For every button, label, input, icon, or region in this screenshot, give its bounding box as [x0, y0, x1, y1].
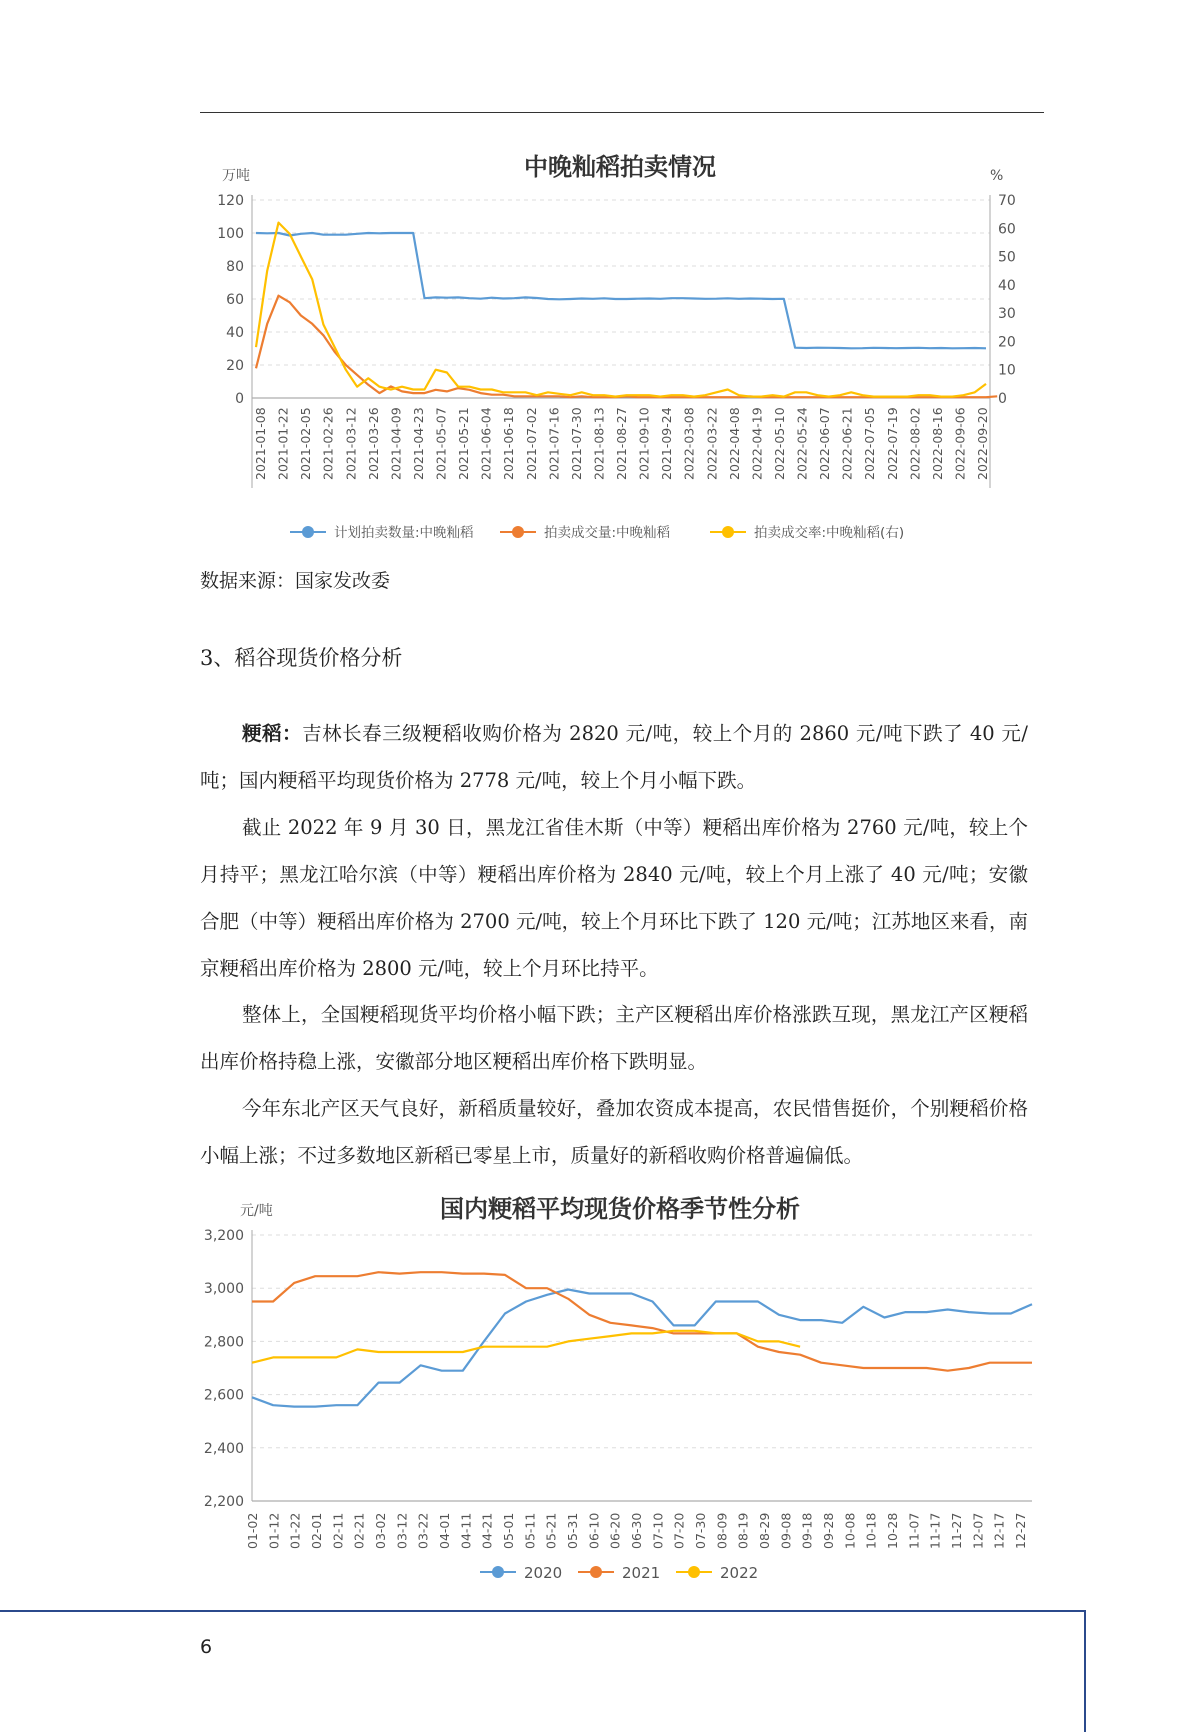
x-tick-label: 09-08 — [778, 1512, 794, 1549]
legend-marker — [302, 526, 314, 538]
x-tick-label: 2021-03-26 — [365, 407, 381, 480]
x-tick-label: 2021-05-21 — [456, 407, 472, 480]
paragraph-3: 整体上，全国粳稻现货平均价格小幅下跌；主产区粳稻出库价格涨跌互现，黑龙江产区粳稻出库价格持稳上涨，安徽部分地区粳稻出库价格下跌明显。 — [200, 1003, 1028, 1073]
legend-marker — [590, 1566, 602, 1578]
y-left-tick-label: 40 — [226, 325, 244, 341]
x-tick-label: 2021-03-12 — [343, 407, 359, 480]
x-tick-label: 2021-08-27 — [614, 407, 629, 480]
x-tick-label: 01-12 — [266, 1512, 282, 1549]
y-right-tick-label: 60 — [998, 221, 1016, 238]
header-rule — [200, 112, 1044, 113]
legend-label: 2021 — [622, 1564, 661, 1582]
x-tick-label: 2022-08-16 — [929, 407, 945, 480]
x-tick-label: 2021-04-09 — [388, 407, 404, 480]
legend-marker — [722, 526, 734, 538]
x-tick-label: 2021-04-23 — [410, 407, 426, 480]
paragraph-1-lead: 粳稻： — [242, 722, 303, 745]
x-tick-label: 07-30 — [693, 1512, 708, 1549]
x-tick-label: 11-17 — [927, 1512, 943, 1549]
x-tick-label: 12-07 — [970, 1512, 986, 1549]
legend-marker — [688, 1566, 700, 1578]
x-tick-label: 04-11 — [458, 1512, 474, 1549]
x-tick-label: 2021-01-22 — [275, 407, 291, 480]
series-line — [256, 296, 997, 398]
y-right-tick-label: 70 — [998, 193, 1016, 209]
chart-title: 中晚籼稻拍卖情况 — [524, 153, 716, 181]
x-tick-label: 05-11 — [522, 1512, 538, 1549]
y-tick-label: 2,600 — [203, 1387, 244, 1404]
x-tick-label: 2021-09-24 — [659, 407, 675, 480]
x-tick-label: 2022-08-02 — [907, 407, 923, 480]
series-line — [256, 233, 986, 348]
y-right-tick-label: 0 — [998, 391, 1007, 407]
x-tick-label: 05-21 — [543, 1512, 559, 1549]
x-tick-label: 07-10 — [650, 1512, 666, 1549]
x-tick-label: 02-21 — [351, 1512, 367, 1549]
x-tick-label: 2021-07-16 — [546, 407, 562, 480]
x-tick-label: 02-01 — [309, 1512, 324, 1549]
legend-label: 计划拍卖数量:中晚籼稻 — [334, 525, 474, 541]
x-tick-label: 03-22 — [415, 1512, 431, 1549]
x-tick-label: 05-31 — [565, 1512, 580, 1549]
x-tick-label: 2022-03-08 — [681, 407, 697, 480]
section-heading: 3、稻谷现货价格分析 — [200, 646, 403, 670]
y-tick-label: 3,000 — [203, 1281, 244, 1298]
series-line — [252, 1331, 800, 1363]
x-tick-label: 12-27 — [1013, 1512, 1028, 1549]
y-left-tick-label: 80 — [226, 259, 244, 275]
x-tick-label: 08-29 — [757, 1512, 772, 1549]
x-tick-label: 06-10 — [586, 1512, 602, 1549]
x-tick-label: 2022-09-20 — [975, 407, 990, 480]
x-tick-label: 2022-03-22 — [704, 407, 720, 480]
x-tick-label: 2021-06-04 — [478, 407, 494, 480]
x-tick-label: 01-02 — [245, 1512, 260, 1549]
x-tick-label: 09-28 — [821, 1512, 836, 1549]
x-tick-label: 2021-09-10 — [636, 407, 652, 480]
y-tick-label: 2,800 — [203, 1334, 244, 1351]
x-tick-label: 2021-05-07 — [433, 407, 449, 480]
series-line — [252, 1272, 1032, 1371]
paragraph-2: 截止 2022 年 9 月 30 日，黑龙江省佳木斯（中等）粳稻出库价格为 2760 元/吨，较上个月持平；黑龙江哈尔滨（中等）粳稻出库价格为 2840 元/吨，较上个月上涨了 40 元/吨；安徽合肥（中等）粳稻出库价格为 2700 元/吨，较上个月环比下跌了 120 元/吨；江苏地区来看，南京粳稻出库价格为 2800 元/吨，较上个月环比持平。 — [200, 816, 1028, 980]
y-tick-label: 2,200 — [203, 1494, 244, 1510]
legend-label: 拍卖成交率:中晚籼稻(右) — [754, 525, 905, 541]
x-tick-label: 06-20 — [607, 1512, 623, 1549]
price-season-chart — [200, 1185, 1040, 1595]
x-tick-label: 2022-04-08 — [726, 407, 742, 480]
y-left-tick-label: 20 — [226, 358, 244, 374]
paragraph-1 — [200, 710, 1028, 804]
y-tick-label: 2,400 — [203, 1440, 244, 1457]
x-tick-label: 10-28 — [885, 1512, 900, 1549]
x-tick-label: 02-11 — [330, 1512, 346, 1549]
y-right-tick-label: 20 — [998, 334, 1016, 351]
x-tick-label: 2022-06-21 — [839, 407, 855, 480]
x-tick-label: 2022-07-19 — [884, 407, 900, 480]
legend-label: 2020 — [524, 1564, 563, 1582]
x-tick-label: 2021-07-30 — [568, 407, 584, 480]
x-tick-label: 01-22 — [287, 1512, 303, 1549]
x-tick-label: 2022-07-05 — [862, 407, 878, 480]
x-tick-label: 2022-06-07 — [817, 407, 833, 480]
x-tick-label: 04-21 — [479, 1512, 495, 1549]
series-line — [256, 223, 986, 397]
series-line — [252, 1290, 1032, 1407]
y-right-tick-label: 50 — [998, 249, 1016, 266]
x-tick-label: 07-20 — [671, 1512, 687, 1549]
y-tick-label: 3,200 — [203, 1228, 244, 1244]
x-tick-label: 12-17 — [991, 1512, 1007, 1549]
legend-marker — [492, 1566, 504, 1578]
x-tick-label: 2021-02-05 — [298, 407, 314, 480]
x-tick-label: 2022-05-10 — [771, 407, 787, 480]
x-tick-label: 04-01 — [437, 1512, 452, 1549]
y-left-tick-label: 0 — [235, 391, 244, 407]
page-number: 6 — [200, 1636, 213, 1658]
y-right-tick-label: 40 — [998, 277, 1016, 294]
x-tick-label: 2022-09-06 — [952, 407, 968, 480]
x-tick-label: 11-27 — [949, 1512, 964, 1549]
y-left-unit: 万吨 — [222, 168, 250, 184]
chart-title: 国内粳稻平均现货价格季节性分析 — [440, 1195, 800, 1223]
paragraph-1-text: 吉林长春三级粳稻收购价格为 2820 元/吨，较上个月的 2860 元/吨下跌了 40 元/吨；国内粳稻平均现货价格为 2778 元/吨，较上个月小幅下跌。 — [200, 722, 1028, 792]
x-tick-label: 2022-05-24 — [794, 407, 810, 480]
x-tick-label: 2021-01-08 — [253, 407, 268, 480]
footer-frame — [0, 1610, 1086, 1732]
x-tick-label: 06-30 — [629, 1512, 644, 1549]
y-left-tick-label: 100 — [217, 226, 244, 242]
x-tick-label: 03-02 — [373, 1512, 388, 1549]
x-tick-label: 03-12 — [394, 1512, 410, 1549]
y-right-tick-label: 10 — [998, 362, 1016, 379]
auction-chart — [200, 150, 1040, 550]
legend-label: 2022 — [720, 1564, 759, 1582]
y-left-tick-label: 120 — [217, 193, 244, 209]
x-tick-label: 2021-08-13 — [591, 407, 607, 480]
paragraph-4: 今年东北产区天气良好，新稻质量较好，叠加农资成本提高，农民惜售挺价，个别粳稻价格小幅上涨；不过多数地区新稻已零星上市，质量好的新稻收购价格普遍偏低。 — [200, 1097, 1028, 1167]
x-tick-label: 2021-07-02 — [523, 407, 539, 480]
x-tick-label: 10-08 — [842, 1512, 858, 1549]
x-tick-label: 2022-04-19 — [749, 407, 765, 480]
x-tick-label: 10-18 — [863, 1512, 879, 1549]
data-source: 数据来源：国家发改委 — [200, 570, 391, 592]
x-tick-label: 09-18 — [799, 1512, 815, 1549]
y-unit: 元/吨 — [240, 1203, 273, 1219]
x-tick-label: 08-09 — [714, 1512, 730, 1549]
y-right-unit: % — [990, 168, 1004, 184]
x-tick-label: 11-07 — [906, 1512, 922, 1549]
x-tick-label: 2021-02-26 — [320, 407, 336, 480]
legend-label: 拍卖成交量:中晚籼稻 — [544, 525, 671, 541]
x-tick-label: 2021-06-18 — [501, 407, 517, 480]
x-tick-label: 05-01 — [501, 1512, 516, 1549]
y-right-tick-label: 30 — [998, 306, 1016, 323]
y-left-tick-label: 60 — [226, 292, 244, 308]
x-tick-label: 08-19 — [735, 1512, 751, 1549]
legend-marker — [512, 526, 524, 538]
